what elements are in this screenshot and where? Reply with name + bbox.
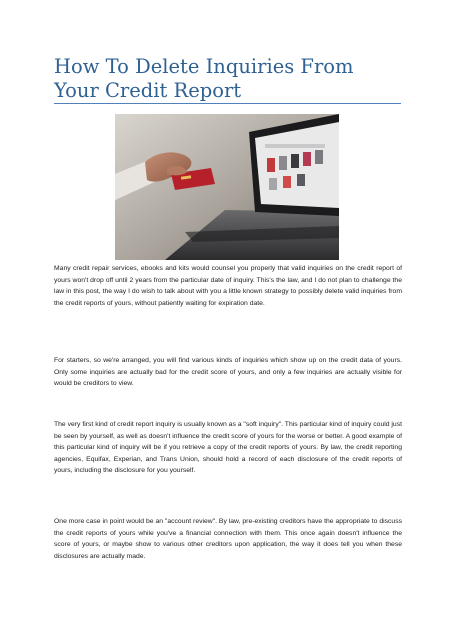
paragraph-2: For starters, so we're arranged, you will find various kinds of inquiries which show up on the credit data of yours. Only some inquiries are actually bad for the credit score of yours, and only a few inquiries are actually visible for would be creditors to view. bbox=[54, 357, 402, 388]
document-title: How To Delete Inquiries From Your Credit Report bbox=[54, 55, 354, 102]
paragraph-3: The very first kind of credit report inquiry is usually known as a "soft inquiry". This particular kind of inquiry could just be seen by yourself, as well as doesn't influence the credit score of yours for the worse or better. A good example of this particular kind of inquiry will be if you retrieve a copy of the credit reports of yours. By law, the credit reporting agencies, Equifax, Experian, and Trans Union, should hold a record of each disclosure of the credit reports of yours, including the disclosure for you yourself. bbox=[54, 421, 402, 475]
title-underline bbox=[54, 103, 401, 104]
paragraph-1: Many credit repair services, ebooks and kits would counsel you properly that valid inquiries on the credit report of yours won't drop off until 2 years from the particular date of inquiry. This's the law, and I do not plan to challenge the law in this post, the way I do wish to talk about with you a little known strategy to possibly delete valid inquiries from the credit reports of yours, without patiently waiting for expiration date. bbox=[54, 265, 402, 307]
paragraph-4: One more case in point would be an "account review". By law, pre-existing creditors have the appropriate to discuss the credit reports of yours while you've a financial connection with them. This once again doesn't influence the score of yours, or maybe show to various other creditors upon application, the way it does tell you when these disclosures are actually made. bbox=[54, 518, 402, 560]
credit-card-laptop-photo bbox=[115, 114, 339, 260]
